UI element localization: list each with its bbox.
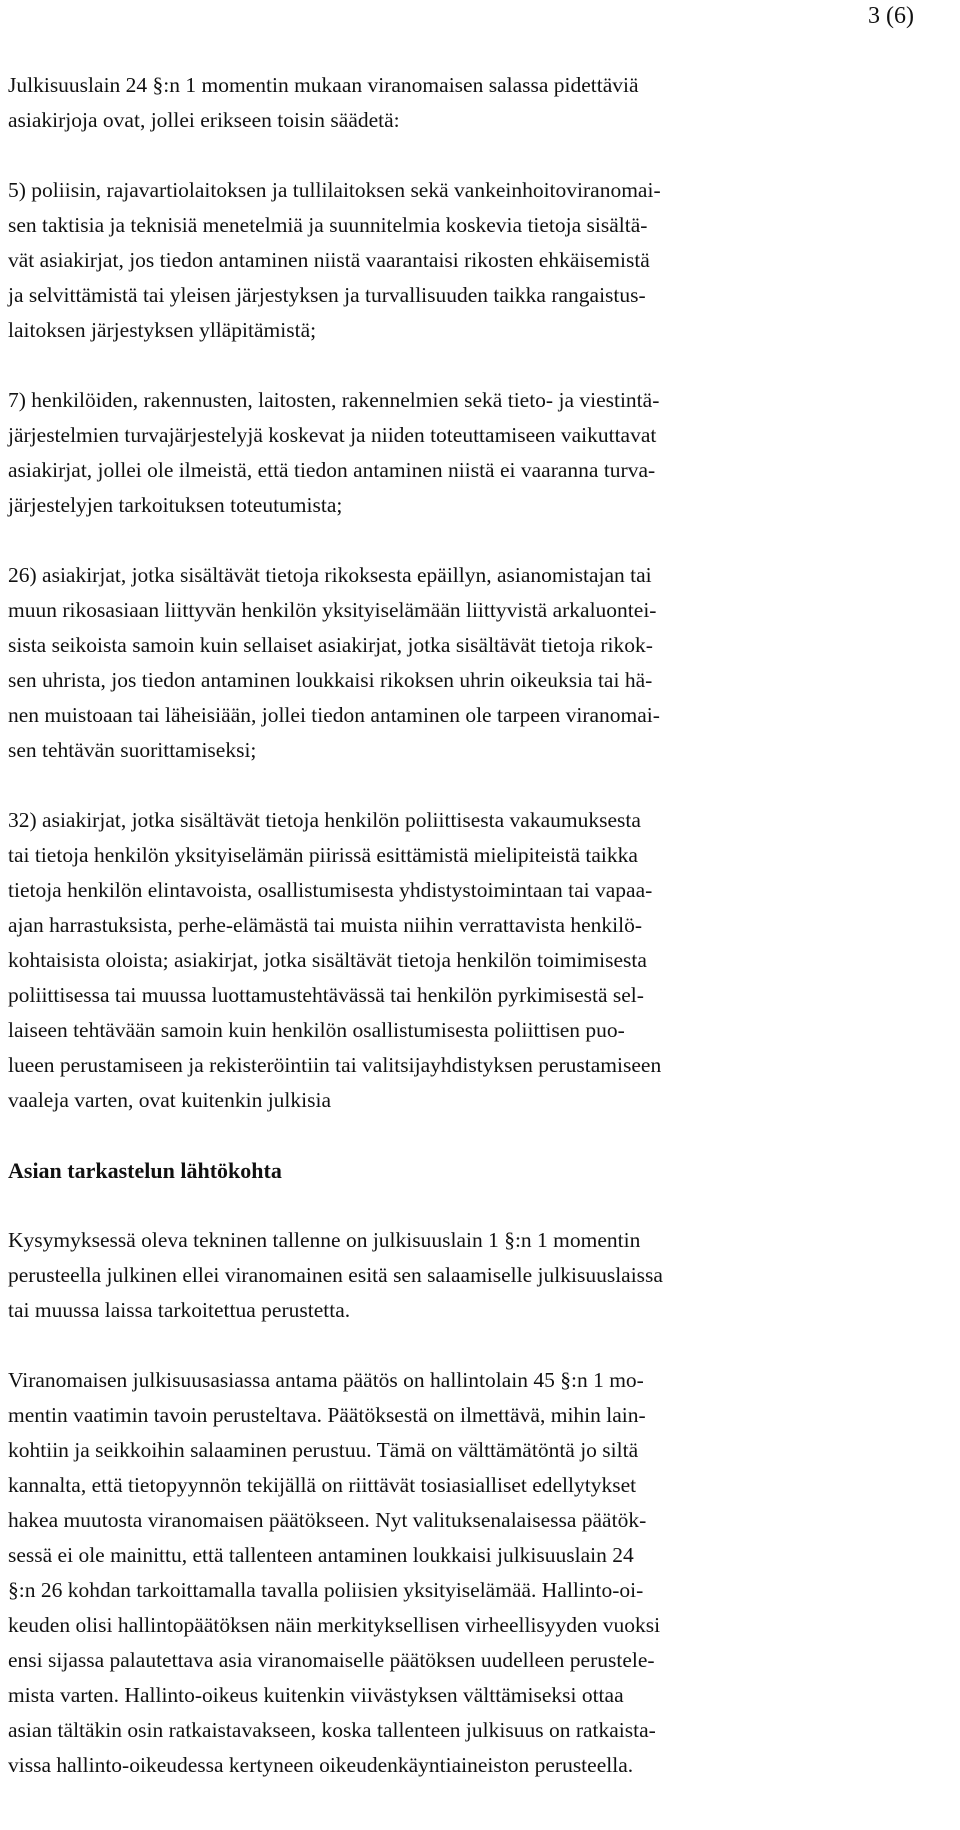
paragraph-item-5	[8, 173, 948, 348]
text-line: vissa hallinto-oikeudessa kertyneen oikeudenkäyntiaineiston perusteella.	[8, 1753, 634, 1777]
paragraph-starting-point	[8, 1223, 948, 1328]
text-line: tai muussa laissa tarkoitettua perustetta.	[8, 1298, 351, 1322]
text-line: 5) poliisin, rajavartiolaitoksen ja tullilaitoksen sekä vankeinhoitoviranomai-	[8, 178, 661, 202]
text-line: järjestelmien turvajärjestelyjä koskevat ja niiden toteuttamiseen vaikuttavat	[8, 423, 657, 447]
text-line: sen tehtävän suorittamiseksi;	[8, 738, 257, 762]
text-line: 7) henkilöiden, rakennusten, laitosten, rakennelmien sekä tieto- ja viestintä-	[8, 388, 660, 412]
text-line: keuden olisi hallintopäätöksen näin merkityksellisen virheellisyyden vuoksi	[8, 1613, 661, 1637]
text-line: muun rikosasiaan liittyvän henkilön yksityiselämään liittyvistä arkaluontei-	[8, 598, 657, 622]
section-heading: Asian tarkastelun lähtökohta	[8, 1158, 282, 1183]
paragraph-item-26	[8, 558, 948, 768]
text-line: asiakirjat, jollei ole ilmeistä, että tiedon antaminen niistä ei vaaranna turva-	[8, 458, 656, 482]
text-line: asiakirjoja ovat, jollei erikseen toisin säädetä:	[8, 108, 400, 132]
paragraph-item-32	[8, 803, 948, 1118]
text-line: perusteella julkinen ellei viranomainen esitä sen salaamiselle julkisuuslaissa	[8, 1263, 663, 1287]
text-line: mentin vaatimin tavoin perusteltava. Päätöksestä on ilmettävä, mihin lain-	[8, 1403, 646, 1427]
text-line: hakea muutosta viranomaisen päätökseen. Nyt valituksenalaisessa päätök-	[8, 1508, 647, 1532]
text-line: tietoja henkilön elintavoista, osallistumisesta yhdistystoimintaan tai vapaa-	[8, 878, 653, 902]
text-line: kohtiin ja seikkoihin salaaminen perustuu. Tämä on välttämätöntä jo siltä	[8, 1438, 639, 1462]
text-line: nen muistoaan tai läheisiään, jollei tiedon antaminen ole tarpeen viranomai-	[8, 703, 660, 727]
text-line: Julkisuuslain 24 §:n 1 momentin mukaan viranomaisen salassa pidettäviä	[8, 73, 639, 97]
paragraph-intro	[8, 68, 948, 138]
text-line: vaaleja varten, ovat kuitenkin julkisia	[8, 1088, 331, 1112]
page-number: 3 (6)	[868, 3, 914, 29]
text-line: tai tietoja henkilön yksityiselämän piirissä esittämistä mielipiteistä taikka	[8, 843, 638, 867]
text-line: sen taktisia ja teknisiä menetelmiä ja suunnitelmia koskevia tietoja sisältä-	[8, 213, 648, 237]
text-line: 26) asiakirjat, jotka sisältävät tietoja rikoksesta epäillyn, asianomistajan tai	[8, 563, 652, 587]
text-line: kannalta, että tietopyynnön tekijällä on riittävät tosiasialliset edellytykset	[8, 1473, 637, 1497]
text-line: sessä ei ole mainittu, että tallenteen antaminen loukkaisi julkisuuslain 24	[8, 1543, 634, 1567]
text-line: laiseen tehtävään samoin kuin henkilön osallistumisesta poliittisen puo-	[8, 1018, 625, 1042]
text-line: asian tältäkin osin ratkaistavakseen, koska tallenteen julkisuus on ratkaista-	[8, 1718, 656, 1742]
text-line: ajan harrastuksista, perhe-elämästä tai muista niihin verrattavista henkilö-	[8, 913, 643, 937]
text-line: vät asiakirjat, jos tiedon antaminen niistä vaarantaisi rikosten ehkäisemistä	[8, 248, 650, 272]
text-line: järjestelyjen tarkoituksen toteutumista;	[8, 493, 343, 517]
text-line: §:n 26 kohdan tarkoittamalla tavalla poliisien yksityiselämää. Hallinto-oi-	[8, 1578, 644, 1602]
text-line: ja selvittämistä tai yleisen järjestyksen ja turvallisuuden taikka rangaistus-	[8, 283, 646, 307]
text-line: Kysymyksessä oleva tekninen tallenne on julkisuuslain 1 §:n 1 momentin	[8, 1228, 641, 1252]
text-line: sista seikoista samoin kuin sellaiset asiakirjat, jotka sisältävät tietoja rikok-	[8, 633, 653, 657]
text-line: lueen perustamiseen ja rekisteröintiin tai valitsijayhdistyksen perustamiseen	[8, 1053, 662, 1077]
text-line: 32) asiakirjat, jotka sisältävät tietoja henkilön poliittisesta vakaumuksesta	[8, 808, 641, 832]
text-line: poliittisessa tai muussa luottamustehtävässä tai henkilön pyrkimisestä sel-	[8, 983, 644, 1007]
text-line: sen uhrista, jos tiedon antaminen loukkaisi rikoksen uhrin oikeuksia tai hä-	[8, 668, 653, 692]
text-line: Viranomaisen julkisuusasiassa antama päätös on hallintolain 45 §:n 1 mo-	[8, 1368, 644, 1392]
paragraph-item-7	[8, 383, 948, 523]
text-line: ensi sijassa palautettava asia viranomaiselle päätöksen uudelleen perustele-	[8, 1648, 655, 1672]
text-line: kohtaisista oloista; asiakirjat, jotka sisältävät tietoja henkilön toimimisesta	[8, 948, 647, 972]
document-body	[8, 68, 948, 1783]
text-line: laitoksen järjestyksen ylläpitämistä;	[8, 318, 317, 342]
text-line: mista varten. Hallinto-oikeus kuitenkin viivästyksen välttämiseksi ottaa	[8, 1683, 624, 1707]
paragraph-reasoning	[8, 1363, 948, 1783]
